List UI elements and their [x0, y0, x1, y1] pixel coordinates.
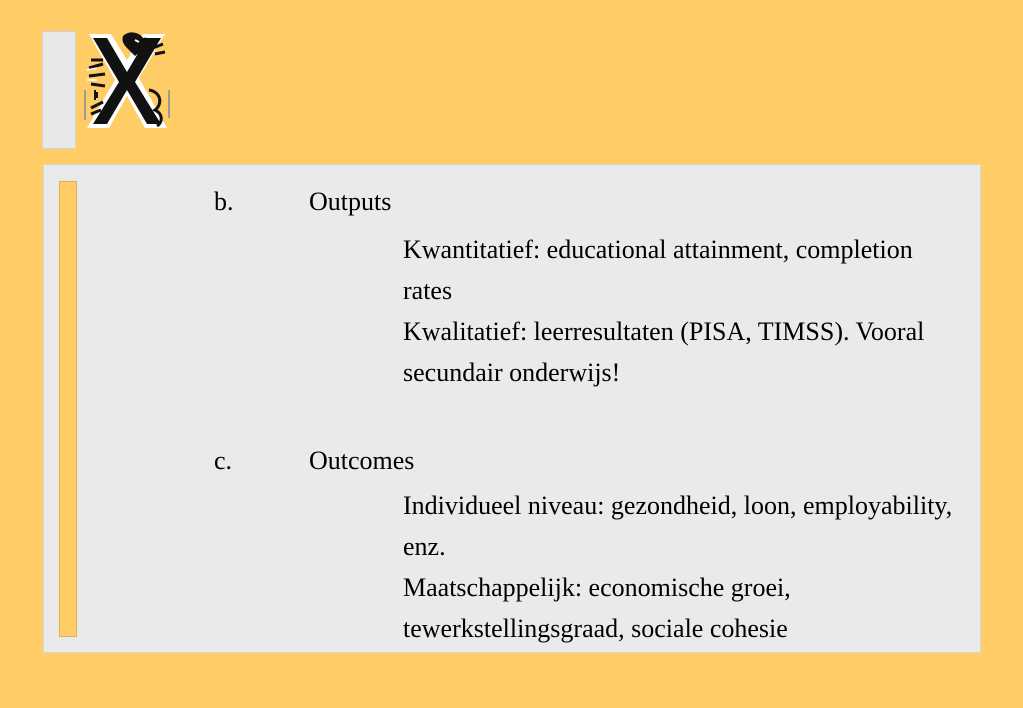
section-b-marker: b. [214, 187, 234, 216]
outcomes-item-societal: Maatschappelijk: economische groei, tewerkstellingsgraad, sociale cohesie [403, 573, 791, 643]
section-c-marker: c. [214, 446, 233, 475]
flemish-lion-emblem-icon [83, 30, 171, 132]
outcomes-item-individual: Individueel niveau: gezondheid, loon, employability, enz. [403, 491, 953, 561]
section-c-title: Outcomes [309, 446, 415, 475]
accent-bar [59, 181, 77, 637]
section-b-title: Outputs [309, 187, 392, 216]
logo-side-strip [42, 31, 76, 149]
outputs-item-quantitative: Kwantitatief: educational attainment, completion rates [403, 235, 913, 305]
outputs-item-qualitative: Kwalitatief: leerresultaten (PISA, TIMSS). Vooral secundair onderwijs! [403, 317, 925, 387]
